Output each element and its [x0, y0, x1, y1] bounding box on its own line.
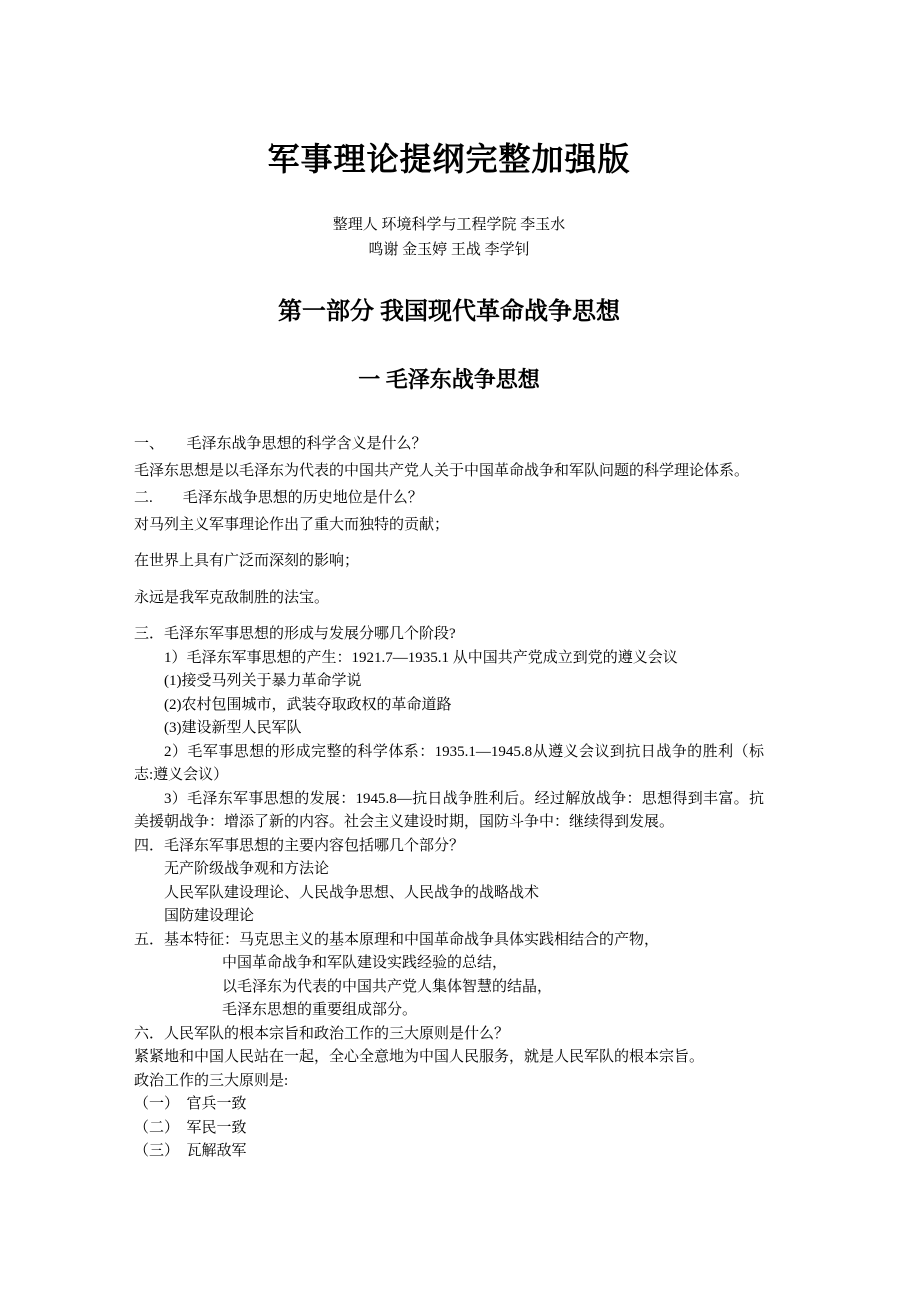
paragraph: 无产阶级战争观和方法论 [164, 861, 330, 878]
paragraph: 人民军队建设理论、人民战争思想、人民战争的战略战术 [164, 884, 540, 901]
paragraph: (3)建设新型人民军队 [164, 720, 302, 737]
paragraph: (1)接受马列关于暴力革命学说 [164, 673, 362, 690]
paragraph: 1）毛泽东军事思想的产生：1921.7—1935.1 从中国共产党成立到党的遵义会议 [164, 649, 678, 666]
paragraph: 政治工作的三大原则是: [134, 1072, 289, 1089]
paragraph: 3）毛泽东军事思想的发展：1945.8—抗日战争胜利后。经过解放战争：思想得到丰富。抗美援朝战争：增添了新的内容。社会主义建设时期，国防斗争中：继续得到发展。 [134, 790, 764, 831]
paragraph: 紧紧地和中国人民站在一起，全心全意地为中国人民服务，就是人民军队的根本宗旨。 [134, 1049, 705, 1066]
document-body [134, 433, 764, 1164]
paragraph: 六．人民军队的根本宗旨和政治工作的三大原则是什么？ [134, 1025, 510, 1042]
paragraph: 一、 毛泽东战争思想的科学含义是什么？ [134, 435, 427, 452]
paragraph: 四．毛泽东军事思想的主要内容包括哪几个部分？ [134, 837, 465, 854]
part-heading: 第一部分 我国现代革命战争思想 [278, 299, 620, 326]
paragraph: （一） 官兵一致 [134, 1096, 247, 1113]
paragraph: 2）毛军事思想的形成完整的科学体系：1935.1—1945.8从遵义会议到抗日战争的胜利（标志:遵义会议） [134, 743, 764, 784]
paragraph: 毛泽东思想是以毛泽东为代表的中国共产党人关于中国革命战争和军队问题的科学理论体系。 [134, 462, 750, 479]
paragraph: 五．基本特征：马克思主义的基本原理和中国革命战争具体实践相结合的产物， [134, 931, 660, 948]
byline-block [134, 213, 764, 263]
paragraph: 毛泽东思想的重要组成部分。 [222, 1002, 418, 1019]
section-heading: 一 毛泽东战争思想 [358, 367, 540, 393]
byline-acknowledgement: 鸣谢 金玉婷 王战 李学钊 [368, 242, 530, 259]
byline-compiler: 整理人 环境科学与工程学院 李玉水 [332, 217, 566, 234]
paragraph: 永远是我军克敌制胜的法宝。 [134, 589, 330, 606]
paragraph: （三） 瓦解敌军 [134, 1143, 247, 1160]
paragraph: 对马列主义军事理论作出了重大而独特的贡献； [134, 516, 450, 533]
paragraph: 三．毛泽东军事思想的形成与发展分哪几个阶段? [134, 626, 456, 643]
document-title: 军事理论提纲完整加强版 [267, 141, 631, 177]
paragraph: 以毛泽东为代表的中国共产党人集体智慧的结晶， [222, 978, 553, 995]
paragraph: 国防建设理论 [164, 908, 255, 925]
paragraph: 二. 毛泽东战争思想的历史地位是什么？ [134, 489, 423, 506]
paragraph: 在世界上具有广泛而深刻的影响； [134, 553, 360, 570]
paragraph: （二） 军民一致 [134, 1119, 247, 1136]
paragraph: 中国革命战争和军队建设实践经验的总结， [222, 955, 508, 972]
paragraph: (2)农村包围城市，武装夺取政权的革命道路 [164, 696, 452, 713]
